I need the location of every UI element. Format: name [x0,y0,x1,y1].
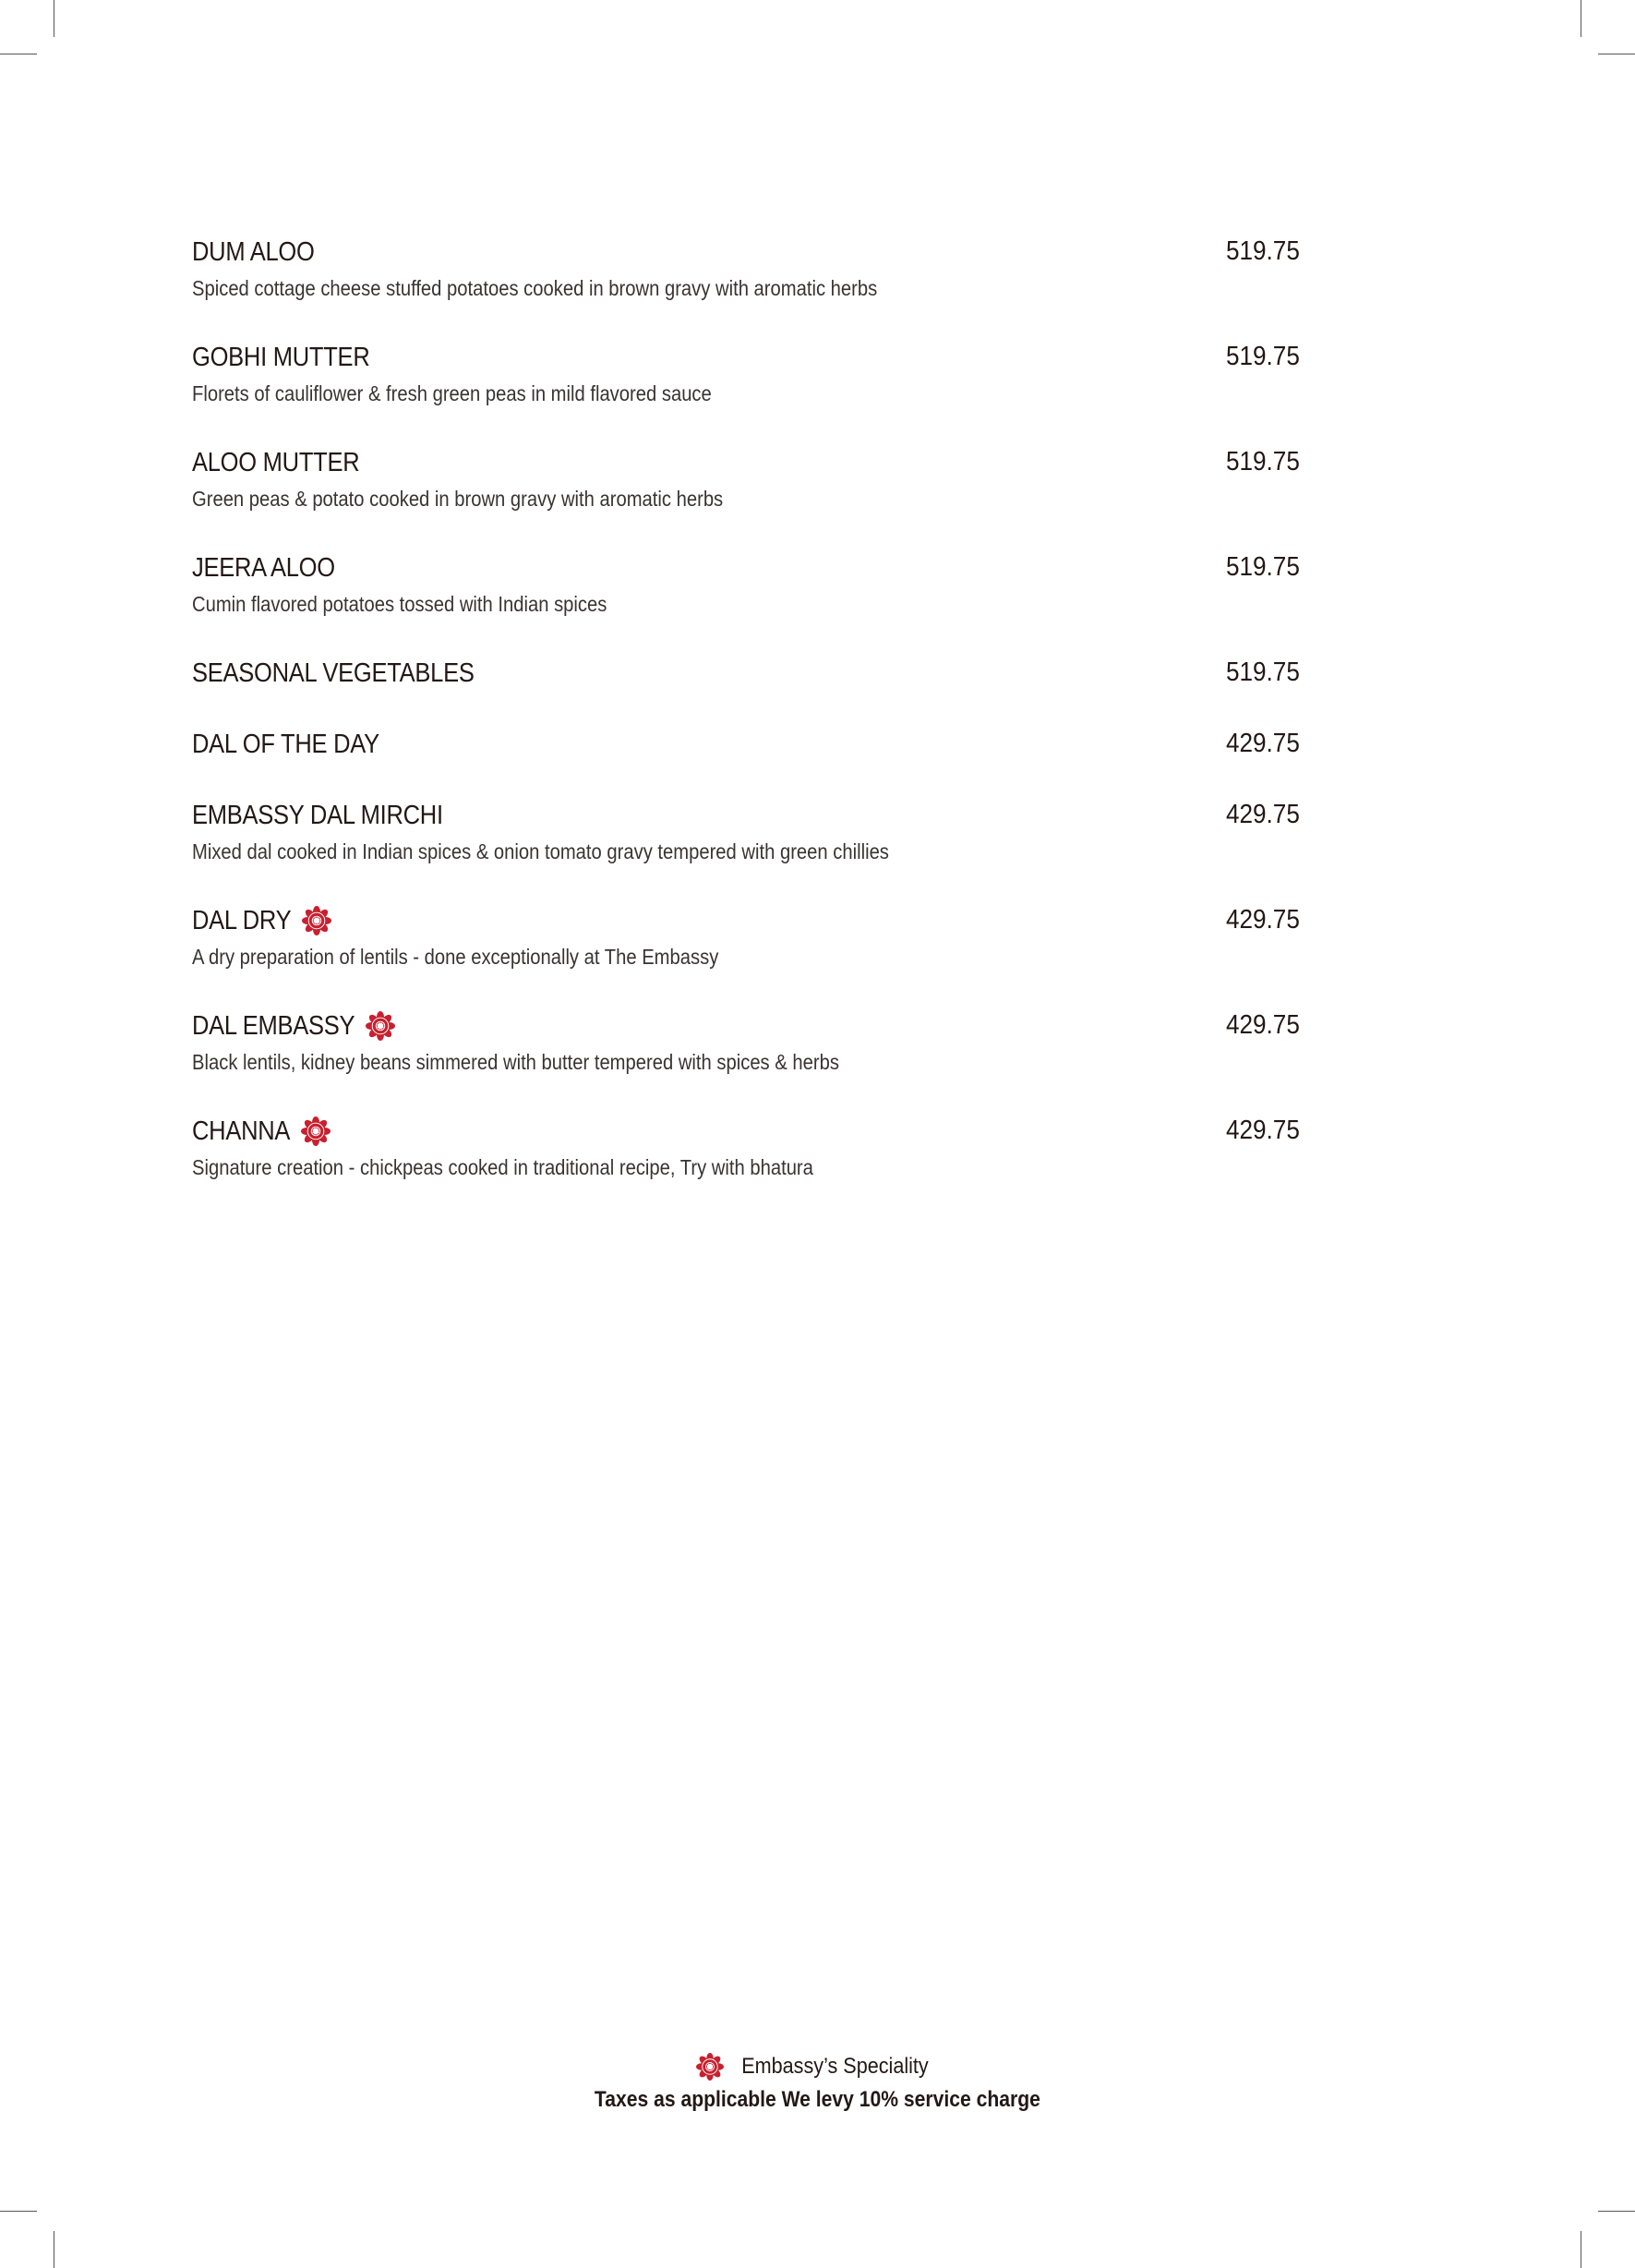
menu-item-name: CHANNA [192,1116,291,1146]
menu-item-header [192,233,1300,271]
menu-item-name: DAL DRY [192,905,292,935]
menu-item [192,654,1300,693]
menu-item [192,1112,1300,1183]
menu-item-price: 519.75 [1226,236,1300,266]
flower-icon [302,906,331,935]
menu-item-header [192,796,1300,835]
menu-item-description: A dry preparation of lentils - done exceptionally at The Embassy [192,945,719,969]
menu-item [192,443,1300,514]
flower-icon [366,1011,395,1041]
menu-item-name: SEASONAL VEGETABLES [192,657,475,688]
menu-item-price: 519.75 [1226,447,1300,477]
menu-item-name: JEERA ALOO [192,552,335,583]
crop-mark [0,2211,37,2212]
menu-item [192,1007,1300,1078]
menu-item-header [192,338,1300,377]
menu-item-price: 429.75 [1226,729,1300,758]
menu-item-header [192,443,1300,482]
menu-item [192,338,1300,409]
menu-item-price: 429.75 [1226,905,1300,935]
menu-footer [0,2048,1635,2113]
flower-icon [301,1116,331,1146]
menu-item [192,549,1300,620]
menu-item-name: DAL EMBASSY [192,1010,355,1041]
flower-icon [696,2053,724,2081]
menu-item-description: Mixed dal cooked in Indian spices & onion tomato gravy tempered with green chillies [192,839,889,863]
menu-item [192,901,1300,972]
menu-item-description: Spiced cottage cheese stuffed potatoes cooked in brown gravy with aromatic herbs [192,276,878,300]
menu-item [192,725,1300,764]
menu-item-name: ALOO MUTTER [192,447,360,477]
tax-note: Taxes as applicable We levy 10% service charge [595,2087,1040,2112]
menu-item [192,796,1300,867]
menu-item-price: 519.75 [1226,552,1300,582]
menu-item-price: 429.75 [1226,1116,1300,1145]
menu-item-description: Signature creation - chickpeas cooked in traditional recipe, Try with bhatura [192,1155,813,1179]
speciality-legend [0,2048,1635,2085]
menu-item-price: 429.75 [1226,1010,1300,1040]
menu-item-name: GOBHI MUTTER [192,342,370,372]
menu-item-description: Cumin flavored potatoes tossed with Indian spices [192,592,607,616]
menu-item-header [192,654,1300,693]
menu-item-header [192,725,1300,764]
menu-item-description: Green peas & potato cooked in brown gravy with aromatic herbs [192,487,724,511]
menu-item-name: DAL OF THE DAY [192,729,379,759]
menu-item-description: Black lentils, kidney beans simmered with butter tempered with spices & herbs [192,1050,839,1074]
menu-item [192,233,1300,304]
menu-item-header [192,1112,1300,1151]
speciality-legend-label: Embassy’s Speciality [741,2054,929,2079]
menu-item-header [192,549,1300,587]
menu-item-name: EMBASSY DAL MIRCHI [192,800,443,830]
menu-item-name: DUM ALOO [192,236,315,267]
menu-item-price: 429.75 [1226,800,1300,829]
menu-item-header [192,1007,1300,1045]
menu-item-price: 519.75 [1226,342,1300,371]
menu-item-description: Florets of cauliflower & fresh green peas in mild flavored sauce [192,381,712,405]
crop-mark [1598,2211,1635,2212]
menu-item-price: 519.75 [1226,657,1300,687]
menu-item-header [192,901,1300,940]
menu-list [192,233,1300,1217]
